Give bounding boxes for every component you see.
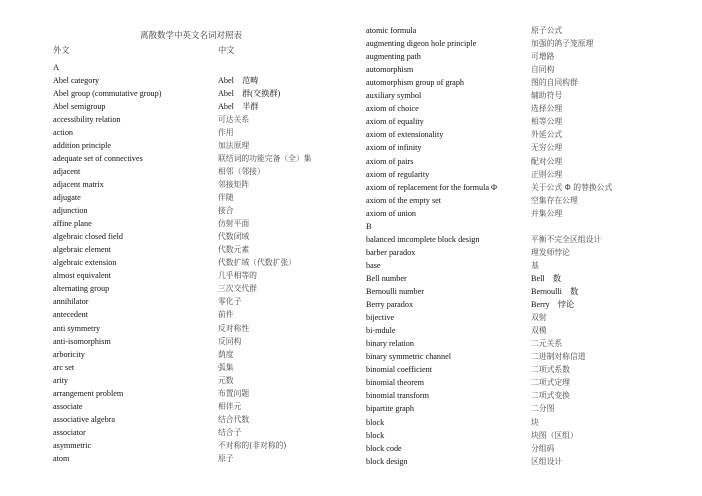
english-term: axiom of pairs [366,156,414,166]
english-term: algebraic closed field [53,232,124,242]
english-term: affine plane [53,219,92,229]
chinese-term: 二元关系 [531,339,563,349]
chinese-term: 空集存在公理 [531,195,578,205]
english-term: arity [53,375,69,385]
english-term: bijective [366,313,395,323]
english-term: Bernoulli number [366,287,424,296]
english-term: base [366,260,381,270]
english-term: anti symmetry [53,323,101,333]
english-term: adequate set of connectives [53,153,143,163]
english-term: adjunction [53,206,88,216]
chinese-term: 二进制对称信道 [531,352,586,362]
chinese-term: 仿射平面 [218,219,250,229]
english-term: arrangement problem [53,388,124,398]
english-term: augmenting path [366,52,421,62]
chinese-term: 荫度 [218,349,234,359]
english-term: axiom of choice [366,104,419,114]
english-term: barber paradox [366,247,416,257]
chinese-term: Abel 半群 [218,101,259,111]
english-term: action [53,127,74,137]
english-term: bi-mdule [366,326,396,336]
chinese-term: 选择公理 [531,104,563,114]
chinese-term: 可达关系 [218,114,250,124]
chinese-term: 基 [531,260,539,270]
chinese-term: 联结词的功能完备（全）集 [218,153,312,163]
english-term: accessibility relation [53,114,121,124]
chinese-term: 正则公理 [531,169,563,179]
chinese-term: 邻接矩阵 [218,179,250,189]
chinese-term: 几乎相等的 [218,271,257,281]
english-term: addition principle [53,140,111,150]
chinese-term: Abel 范畴 [218,75,259,85]
chinese-term: 相等公理 [531,117,563,127]
chinese-term: 代数扩域（代数扩张） [218,258,296,268]
english-term: arc set [53,362,75,372]
english-term: binary relation [366,339,414,349]
english-term: augmenting digeon hole principle [366,39,477,49]
english-term: axiom of equality [366,117,424,127]
english-term: A [53,61,60,72]
english-term: Abel group (commutative group) [53,88,162,98]
chinese-term: 配对公理 [531,156,563,166]
chinese-term: 二项式变换 [531,391,570,401]
english-term: binomial coefficient [366,365,433,375]
english-term: annihilator [53,297,89,307]
chinese-term: 中文 [218,45,235,55]
chinese-term: 加强的鸽子笼原理 [531,39,594,49]
english-term: almost equivalent [53,271,111,281]
document-title: 离散数学中英文名词对照表 [140,30,243,40]
english-term: axiom of extensionality [366,130,444,140]
english-term: automorphism group of graph [366,78,465,88]
chinese-term: 无穷公理 [531,143,563,153]
chinese-term: 相邻（邻接） [218,166,265,176]
chinese-term: 双射 [531,313,547,323]
chinese-term: 外延公式 [531,130,563,140]
chinese-term: 平衡不完全区组设计 [531,234,602,244]
chinese-term: 接合 [218,206,234,216]
chinese-term: 结合代数 [218,414,250,424]
english-term: alternating group [53,284,110,294]
english-term: associative algebra [53,414,116,424]
english-term: adjugate [53,193,81,202]
chinese-term: 不对称的(非对称的) [218,440,287,450]
english-term: axiom of regularity [366,169,430,179]
chinese-term: 二项式定理 [531,378,570,388]
chinese-term: 反同构 [218,336,242,346]
english-term: automorphism [366,65,414,75]
chinese-term: Bell 数 [531,273,562,283]
english-term: adjacent matrix [53,179,104,189]
english-term: binary symmetric channel [366,352,452,362]
english-term: anti-isomorphism [53,336,111,346]
english-term: binomial transform [366,391,429,401]
chinese-term: 分组码 [531,443,555,453]
chinese-term: 自同构 [531,65,555,75]
english-term: algebraic extension [53,258,117,268]
english-term: block design [366,456,408,466]
english-term: atom [53,454,70,463]
english-term: arboricity [53,349,85,359]
chinese-term: 二项式系数 [531,365,570,375]
english-term: adjacent [53,166,81,176]
chinese-term: 加法原理 [218,140,250,150]
english-term: B [366,220,372,231]
english-term: Abel category [53,75,100,85]
chinese-term: 弧集 [218,362,234,372]
english-term: algebraic element [53,245,111,255]
chinese-term: 伴随 [218,193,234,202]
chinese-term: 图的自同构群 [531,78,578,88]
english-term: binomial theorem [366,378,424,388]
chinese-term: 块 [531,417,539,427]
english-term: Bell number [366,273,407,283]
english-term: axiom of the empty set [366,195,442,205]
english-term: 外文 [53,46,70,55]
english-term: associate [53,401,83,411]
english-term: atomic formula [366,26,417,35]
english-term: balanced imcomplete block design [366,234,480,244]
english-term: axiom of union [366,208,417,218]
chinese-term: Abel 群(交换群) [218,88,281,98]
chinese-term: 反对称性 [218,323,250,333]
chinese-term: 理发师悖论 [531,247,570,257]
chinese-term: 布置问题 [218,388,250,398]
english-term: axiom of infinity [366,143,422,153]
english-term: axiom of replacement for the formula Φ [366,182,498,192]
chinese-term: 二分图 [531,404,555,414]
chinese-term: Berry 悖论 [531,300,575,310]
chinese-term: 代数元素 [218,245,250,255]
chinese-term: 区组设计 [531,456,563,466]
english-term: Berry paradox [366,300,414,310]
chinese-term: 结合子 [218,427,242,437]
chinese-term: 作用 [218,127,234,137]
chinese-term: 三次交代群 [218,284,257,294]
chinese-term: Bernoulli 数 [531,287,579,296]
english-term: block [366,417,385,427]
chinese-term: 关于公式 Φ 的替换公式 [531,182,613,192]
english-term: auxiliary symbol [366,91,422,101]
english-term: block [366,430,385,440]
chinese-term: 块图（区组） [531,430,578,440]
chinese-term: 原子公式 [531,26,563,35]
chinese-term: 元数 [218,375,234,385]
chinese-term: 可增路 [531,52,555,62]
english-term: block code [366,443,402,453]
chinese-term: 零化子 [218,297,242,307]
chinese-term: 辅助符号 [531,91,563,101]
english-term: Abel semigroup [53,101,106,111]
english-term: bipartite graph [366,404,414,414]
english-term: asymmetric [53,440,92,450]
chinese-term: 代数闭域 [218,232,250,242]
english-term: antecedent [53,310,89,320]
chinese-term: 相伴元 [218,401,242,411]
chinese-term: 前件 [218,310,234,320]
chinese-term: 原子 [218,454,234,463]
english-term: associator [53,427,86,437]
chinese-term: 并集公理 [531,208,563,218]
chinese-term: 双模 [531,326,547,336]
